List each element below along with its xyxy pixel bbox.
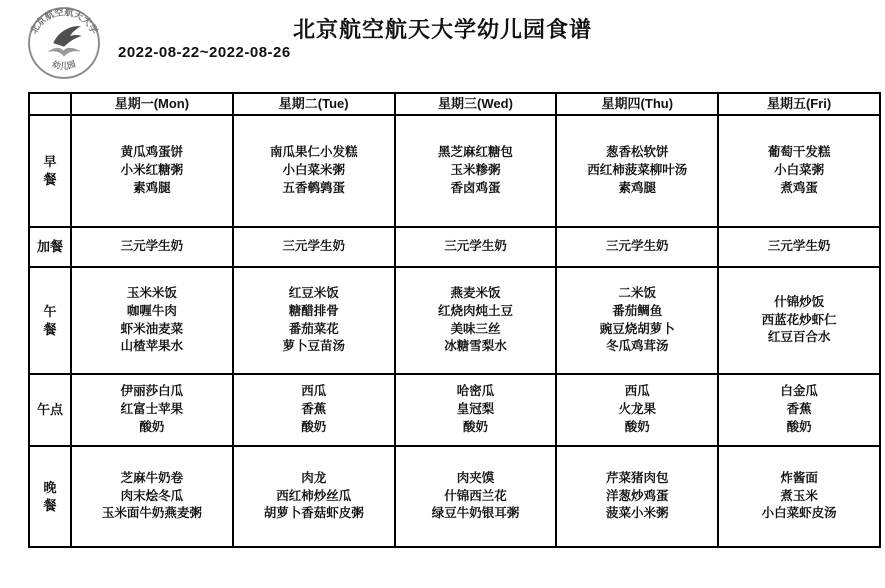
menu-item: 酸奶 [462,419,488,434]
menu-cell [718,115,880,227]
meal-label-char: 午 [43,303,57,319]
menu-item: 红富士苹果 [120,402,184,417]
menu-item: 萝卜豆苗汤 [282,339,345,354]
menu-cell [233,115,395,227]
page-title: 北京航空航天大学幼儿园食谱 [292,17,592,42]
menu-cell [71,227,233,267]
day-header-row [29,93,880,115]
menu-item: 什锦炒饭 [774,294,825,309]
menu-item: 三元学生奶 [444,239,507,254]
day-header: 星期五(Fri) [718,93,880,115]
menu-item: 什锦西兰花 [444,488,507,503]
menu-item: 美味三丝 [450,321,501,336]
menu-item: 咖喱牛肉 [126,303,177,318]
menu-item: 西红柿炒丝瓜 [276,488,352,503]
menu-item: 火龙果 [618,402,657,417]
menu-item: 玉米米饭 [126,286,177,300]
meal-label-char: 餐 [43,497,57,513]
menu-cell [718,374,880,446]
menu-item: 芹菜猪肉包 [606,470,669,485]
seal-emblem-book [47,48,80,57]
menu-item: 炸酱面 [780,470,818,485]
day-header: 星期二(Tue) [233,93,395,115]
menu-item: 玉米面牛奶燕麦粥 [101,506,202,521]
menu-cell [395,374,557,446]
menu-item: 白金瓜 [780,384,818,399]
menu-cell [71,374,233,446]
menu-item: 西瓜 [301,384,327,399]
meal-row [29,227,880,267]
menu-item: 黄瓜鸡蛋饼 [120,145,184,160]
menu-item: 西红柿菠菜柳叶汤 [587,163,688,178]
day-header: 星期四(Thu) [556,93,718,115]
menu-cell [233,227,395,267]
meal-label [29,267,71,374]
menu-item: 小米红糖粥 [120,163,184,178]
menu-cell [395,115,557,227]
menu-item: 煮鸡蛋 [780,180,818,195]
menu-item: 绿豆牛奶银耳粥 [431,506,520,521]
menu-cell [556,227,718,267]
menu-item: 胡萝卜香菇虾皮粥 [263,506,364,521]
menu-item: 西瓜 [624,384,650,399]
menu-item: 煮玉米 [780,488,818,503]
meal-label: 加餐 [29,227,71,267]
menu-item: 哈密瓜 [456,384,495,399]
seal-top-text: 北京航空航天大学 [28,7,100,36]
menu-table-body [29,115,880,547]
menu-item: 三元学生奶 [606,239,669,254]
menu-item: 冰糖雪梨水 [444,339,507,354]
menu-cell [71,115,233,227]
menu-item: 菠菜小米粥 [606,506,669,521]
menu-item: 酸奶 [786,419,812,434]
menu-cell [395,267,557,374]
menu-item: 虾米油麦菜 [120,321,184,336]
menu-item: 芝麻牛奶卷 [120,470,184,485]
menu-item: 酸奶 [301,419,327,434]
meal-row [29,267,880,374]
menu-item: 南瓜果仁小发糕 [269,145,358,160]
menu-item: 伊丽莎白瓜 [120,384,184,399]
menu-item: 红烧肉炖土豆 [437,303,513,318]
menu-cell [718,267,880,374]
day-header: 星期一(Mon) [71,93,233,115]
menu-table [28,92,881,548]
meal-row [29,115,880,227]
menu-cell [71,267,233,374]
menu-item: 酸奶 [624,419,650,434]
menu-item: 皇冠梨 [456,402,495,417]
menu-item: 香卤鸡蛋 [450,180,501,195]
menu-item: 二米饭 [618,286,657,300]
menu-item: 糖醋排骨 [288,303,339,318]
meal-row [29,374,880,446]
menu-item: 香蕉 [301,402,327,417]
menu-cell [233,374,395,446]
seal-bottom-text: 幼儿园 [51,58,77,71]
menu-cell [718,446,880,547]
menu-cell [718,227,880,267]
day-header: 星期三(Wed) [395,93,557,115]
menu-item: 西蓝花炒虾仁 [761,312,837,327]
menu-item: 素鸡腿 [618,180,657,195]
menu-item: 葡萄干发糕 [767,145,831,160]
meal-label [29,115,71,227]
menu-item: 三元学生奶 [282,239,345,254]
menu-item: 肉夹馍 [456,470,495,485]
menu-item: 冬瓜鸡茸汤 [606,339,669,354]
meal-row [29,446,880,547]
menu-cell [71,446,233,547]
menu-item: 肉龙 [301,470,327,485]
meal-label: 午点 [29,374,71,446]
meal-label-char: 餐 [43,321,57,337]
menu-cell [395,227,557,267]
menu-item: 五香鹌鹑蛋 [282,180,345,195]
menu-item: 番茄鲷鱼 [612,303,663,318]
menu-item: 小白菜虾皮汤 [761,506,837,521]
menu-item: 三元学生奶 [120,239,184,254]
menu-item: 黑芝麻红糖包 [437,145,513,160]
menu-item: 三元学生奶 [767,239,831,254]
menu-item: 红豆米饭 [288,286,339,300]
meal-label-char: 早 [43,154,57,170]
menu-item: 红豆百合水 [767,330,831,345]
menu-cell [556,446,718,547]
menu-item: 山楂苹果水 [120,339,184,354]
corner-cell [29,93,71,115]
menu-item: 小白菜米粥 [282,163,345,178]
date-range: 2022-08-22~2022-08-26 [118,44,291,61]
meal-label-char: 餐 [43,172,57,187]
menu-item: 番茄菜花 [288,321,339,336]
menu-cell [556,267,718,374]
menu-item: 豌豆烧胡萝卜 [599,321,675,336]
menu-cell [233,446,395,547]
menu-cell [233,267,395,374]
menu-item: 酸奶 [139,419,165,434]
menu-item: 香蕉 [786,402,812,417]
menu-item: 玉米糁粥 [450,163,501,178]
menu-cell [395,446,557,547]
menu-item: 洋葱炒鸡蛋 [606,488,669,503]
meal-label [29,446,71,547]
meal-label-char: 晚 [43,479,57,495]
menu-item: 燕麦米饭 [450,286,501,300]
menu-cell [556,374,718,446]
menu-item: 肉末烩冬瓜 [120,488,184,503]
menu-cell [556,115,718,227]
menu-item: 素鸡腿 [133,180,171,195]
menu-item: 葱香松软饼 [606,145,669,160]
menu-item: 小白菜粥 [774,163,825,178]
